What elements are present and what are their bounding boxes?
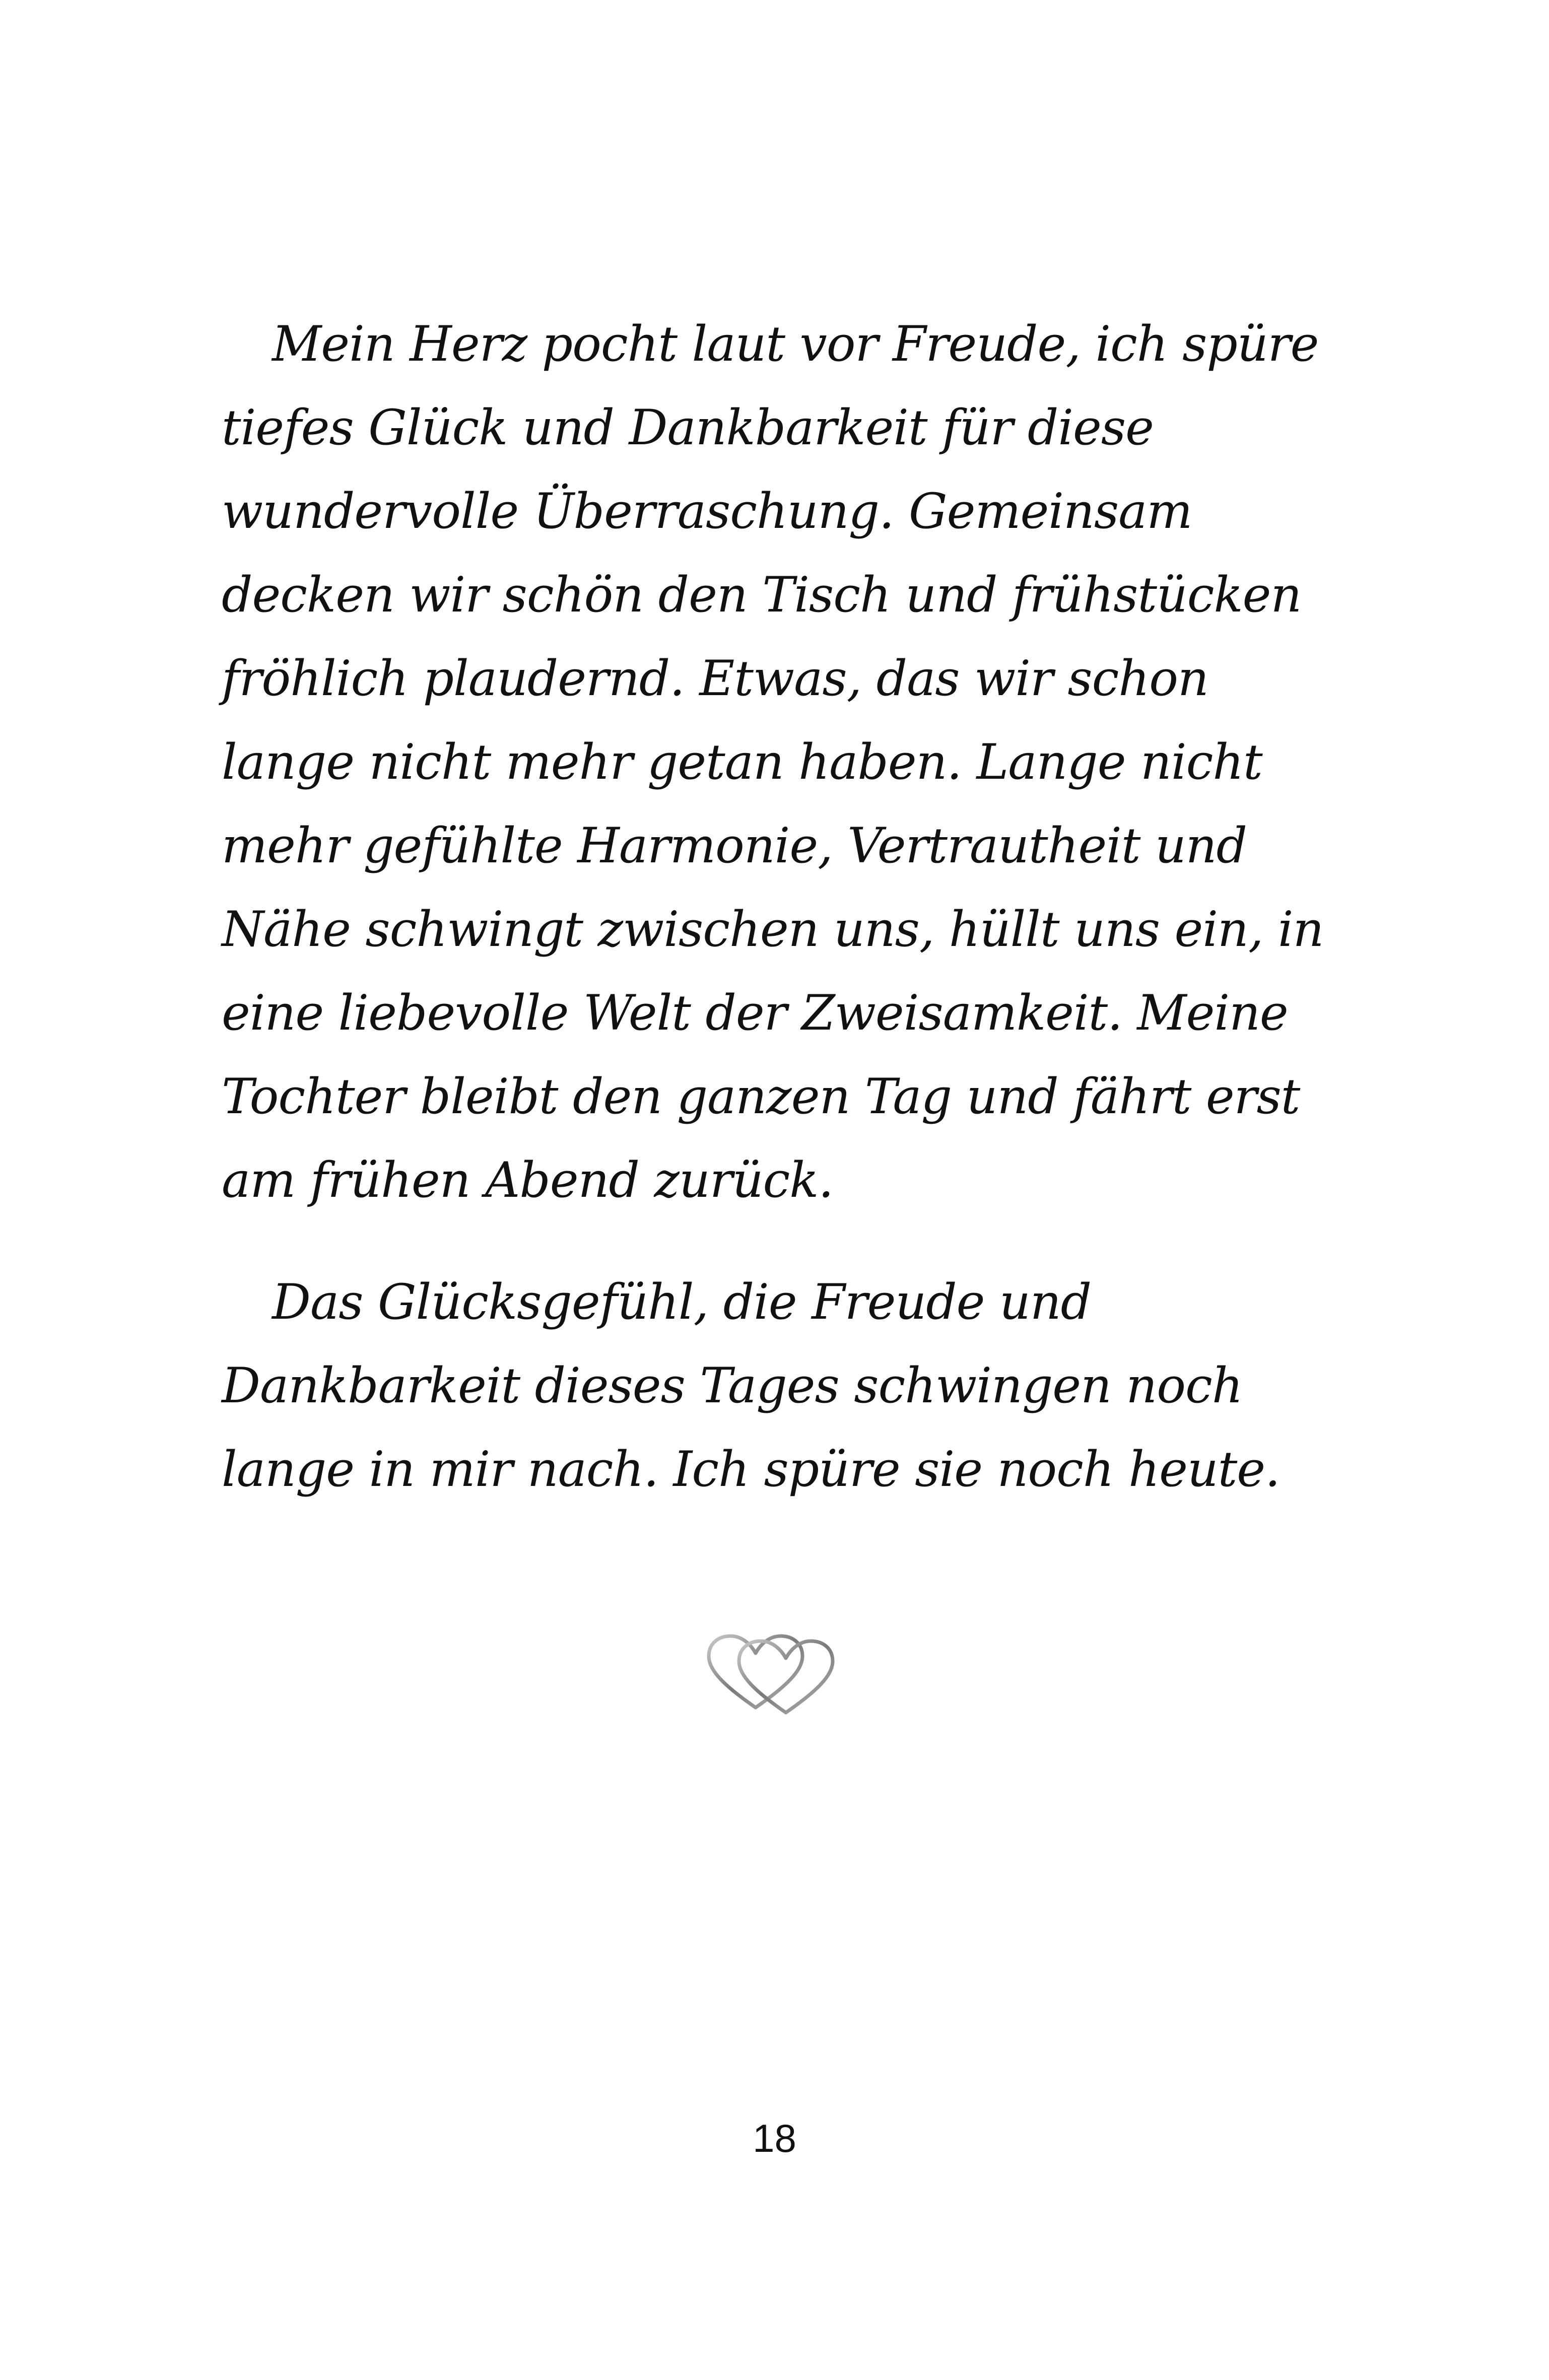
- double-hearts-icon: [703, 1632, 839, 1718]
- body-text: [222, 302, 1340, 1511]
- paragraph-2: Das Glücksgefühl, die Freude und Dankbarkeit dieses Tages schwingen noch lange in mir nach. Ich spüre sie noch heute.: [222, 1274, 1280, 1498]
- paragraph-1: Mein Herz pocht laut vor Freude, ich spüre tiefes Glück und Dankbarkeit für diese wundervolle Überraschung. Gemeinsam decken wir schön den Tisch und frühstücken fröhlich plaudernd. Etwas, das wir schon lange nicht mehr getan haben. Lange nicht mehr gefühlte Harmonie, Vertrautheit und Nähe schwingt zwischen uns, hüllt uns ein, in eine liebevolle Welt der Zweisamkeit. Meine Tochter bleibt den ganzen Tag und fährt erst am frühen Abend zurück.: [222, 316, 1324, 1208]
- page-number: 18: [753, 2116, 796, 2160]
